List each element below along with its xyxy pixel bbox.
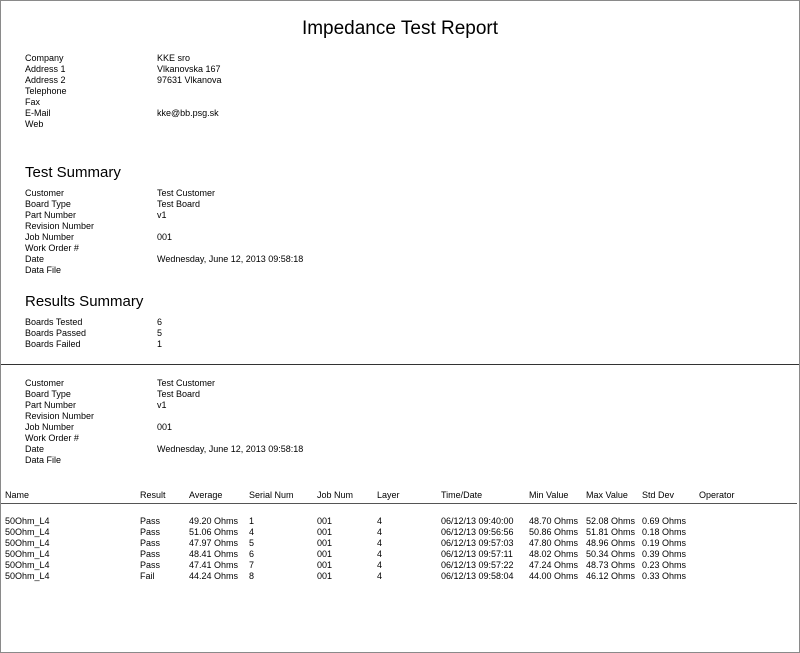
table-header-divider [1,503,797,504]
field-label: Job Number [25,422,75,432]
table-cell: 50Ohm_L4 [5,516,50,526]
column-header: Average [189,490,223,500]
field-value: 5 [157,328,163,338]
column-header: Operator [699,490,735,500]
field-label: Revision Number [25,411,95,421]
report-title: Impedance Test Report [301,18,499,39]
section-divider [1,364,799,365]
table-cell: 50Ohm_L4 [5,527,50,537]
field-label: Board Type [25,199,71,209]
table-cell: 46.12 Ohms [586,571,636,581]
column-header: Job Num [317,490,354,500]
field-label: Web [25,119,44,129]
table-cell: 48.41 Ohms [189,549,239,559]
table-cell: 50Ohm_L4 [5,560,50,570]
field-value: 6 [157,317,163,327]
table-cell: 0.39 Ohms [642,549,687,559]
field-label: Data File [25,455,62,465]
table-cell: 50.86 Ohms [529,527,579,537]
table-cell: 001 [317,538,333,548]
field-value: Wednesday, June 12, 2013 09:58:18 [157,444,304,454]
table-cell: 001 [317,560,333,570]
field-value: Test Customer [157,378,216,388]
results-summary-heading: Results Summary [25,293,144,310]
column-header: Name [5,490,30,500]
field-value: Test Board [157,199,201,209]
field-value: KKE sro [157,53,191,63]
table-cell: 47.41 Ohms [189,560,239,570]
table-cell: 51.06 Ohms [189,527,239,537]
field-label: Address 1 [25,64,66,74]
table-cell: 001 [317,527,333,537]
field-label: E-Mail [25,108,51,118]
field-value: Wednesday, June 12, 2013 09:58:18 [157,254,304,264]
table-cell: 7 [249,560,255,570]
field-label: Fax [25,97,41,107]
table-cell: Fail [140,571,155,581]
table-cell: Pass [140,549,161,559]
column-header: Result [140,490,166,500]
table-cell: 06/12/13 09:57:03 [441,538,514,548]
field-label: Customer [25,378,65,388]
column-header: Min Value [529,490,569,500]
table-cell: 52.08 Ohms [586,516,636,526]
table-cell: 001 [317,549,333,559]
field-value: 001 [157,232,173,242]
table-cell: 06/12/13 09:40:00 [441,516,514,526]
table-cell: 06/12/13 09:57:22 [441,560,514,570]
table-cell: 6 [249,549,255,559]
table-cell: 4 [377,527,383,537]
table-cell: 48.02 Ohms [529,549,579,559]
table-cell: 1 [249,516,255,526]
table-cell: 50.34 Ohms [586,549,636,559]
field-label: Boards Tested [25,317,83,327]
field-value: Test Board [157,389,201,399]
field-label: Work Order # [25,243,79,253]
table-cell: 47.97 Ohms [189,538,239,548]
test-summary-heading: Test Summary [25,164,121,181]
table-cell: Pass [140,527,161,537]
column-header: Std Dev [642,490,675,500]
table-cell: 50Ohm_L4 [5,538,50,548]
field-label: Boards Failed [25,339,81,349]
field-label: Part Number [25,400,77,410]
table-cell: 50Ohm_L4 [5,549,50,559]
table-cell: 4 [377,516,383,526]
table-cell: 48.96 Ohms [586,538,636,548]
table-cell: 06/12/13 09:57:11 [441,549,513,559]
table-cell: 50Ohm_L4 [5,571,50,581]
table-cell: 4 [377,538,383,548]
field-label: Work Order # [25,433,79,443]
field-value: kke@bb.psg.sk [157,108,219,118]
table-cell: 0.18 Ohms [642,527,687,537]
table-cell: 8 [249,571,255,581]
column-header: Max Value [586,490,628,500]
field-value: Vlkanovska 167 [157,64,221,74]
table-cell: Pass [140,538,161,548]
field-value: 97631 Vlkanova [157,75,222,85]
field-label: Date [25,444,45,454]
table-cell: 4 [249,527,255,537]
table-cell: 49.20 Ohms [189,516,239,526]
field-label: Telephone [25,86,67,96]
table-cell: 06/12/13 09:56:56 [441,527,514,537]
field-label: Data File [25,265,62,275]
table-cell: 5 [249,538,255,548]
field-label: Company [25,53,64,63]
table-cell: 0.69 Ohms [642,516,687,526]
table-cell: 44.00 Ohms [529,571,579,581]
column-header: Time/Date [441,490,483,500]
table-cell: 47.24 Ohms [529,560,579,570]
table-cell: 44.24 Ohms [189,571,239,581]
table-cell: 001 [317,571,333,581]
field-value: v1 [157,210,167,220]
table-cell: 4 [377,571,383,581]
table-cell: 001 [317,516,333,526]
table-cell: 51.81 Ohms [586,527,636,537]
table-cell: 48.70 Ohms [529,516,579,526]
field-label: Date [25,254,45,264]
field-label: Part Number [25,210,77,220]
field-label: Job Number [25,232,75,242]
table-cell: 48.73 Ohms [586,560,636,570]
field-value: v1 [157,400,167,410]
field-label: Boards Passed [25,328,87,338]
field-label: Customer [25,188,65,198]
table-cell: 4 [377,549,383,559]
field-label: Board Type [25,389,71,399]
table-cell: 0.19 Ohms [642,538,687,548]
table-cell: 4 [377,560,383,570]
table-cell: 47.80 Ohms [529,538,579,548]
column-header: Serial Num [249,490,294,500]
table-cell: 0.23 Ohms [642,560,687,570]
table-cell: Pass [140,516,161,526]
field-value: Test Customer [157,188,216,198]
field-value: 001 [157,422,173,432]
table-cell: 06/12/13 09:58:04 [441,571,514,581]
column-header: Layer [377,490,400,500]
field-label: Address 2 [25,75,66,85]
table-cell: Pass [140,560,161,570]
field-value: 1 [157,339,163,349]
table-cell: 0.33 Ohms [642,571,687,581]
field-label: Revision Number [25,221,95,231]
